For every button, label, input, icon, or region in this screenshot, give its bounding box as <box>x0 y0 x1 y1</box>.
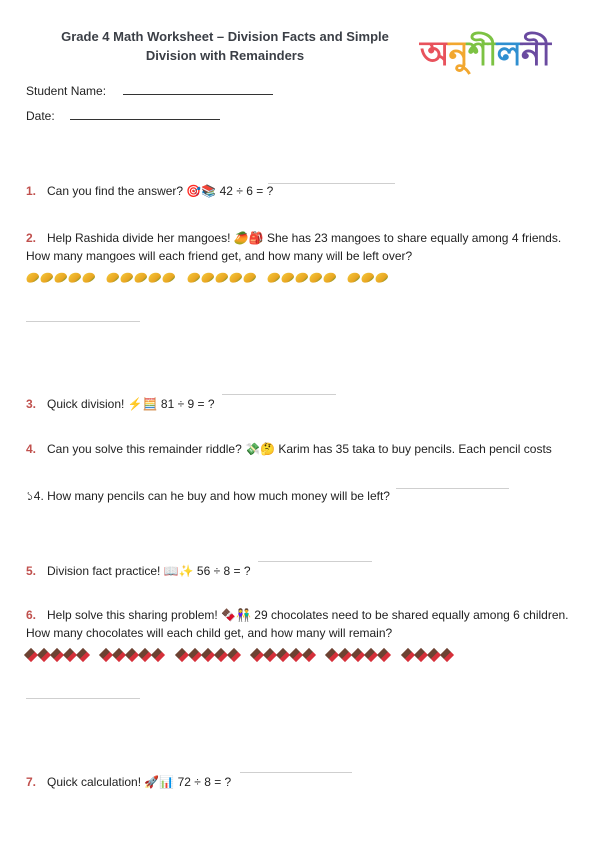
question-number: 5. <box>26 564 37 578</box>
mango-group <box>187 271 257 285</box>
mango-icon <box>199 271 215 285</box>
logo-char: অ <box>420 34 449 74</box>
question-text: Can you find the answer? 🎯📚 42 ÷ 6 = ? <box>47 184 274 198</box>
logo-char: নু <box>448 34 468 74</box>
question-2 <box>26 229 578 265</box>
answer-line-5[interactable] <box>258 561 372 562</box>
question-number: 7. <box>26 775 37 789</box>
question-7 <box>26 773 578 791</box>
mango-group <box>26 271 96 285</box>
question-text: Help Rashida divide her mangoes! 🥭🎒 She has 23 mangoes to share equally among 4 friends. How many mangoes will each friend get, and how many will be left over? <box>26 231 562 263</box>
question-text: Quick calculation! 🚀📊 72 ÷ 8 = ? <box>47 775 232 789</box>
chocolate-icon <box>414 648 428 662</box>
logo-char: শী <box>467 34 497 74</box>
chocolate-group <box>177 649 242 663</box>
mango-icon <box>360 271 376 285</box>
question-text: Quick division! ⚡🧮 81 ÷ 9 = ? <box>47 397 215 411</box>
chocolate-group <box>101 649 166 663</box>
answer-line-2[interactable] <box>26 321 140 322</box>
question-3 <box>26 395 578 413</box>
date-input-line[interactable] <box>70 118 220 120</box>
chocolate-group <box>26 649 91 663</box>
answer-line-1[interactable] <box>268 183 395 184</box>
chocolate-icon <box>201 648 215 662</box>
chocolate-group <box>252 649 317 663</box>
question-5 <box>26 562 578 580</box>
mango-visual-row <box>26 271 396 285</box>
mango-icon <box>147 271 163 285</box>
worksheet-title: Grade 4 Math Worksheet – Division Facts and Simple Division with Remainders <box>61 29 389 63</box>
mango-icon <box>185 271 201 285</box>
chocolate-visual-row <box>26 649 462 663</box>
question-number: 2. <box>26 231 37 245</box>
chocolate-icon <box>175 648 189 662</box>
question-4 <box>26 440 578 458</box>
question-number: 4. <box>26 442 37 456</box>
mango-icon <box>280 271 296 285</box>
mango-icon <box>53 271 69 285</box>
question-number: 1. <box>26 184 37 198</box>
mango-icon <box>322 271 338 285</box>
question-number: 3. <box>26 397 37 411</box>
question-6 <box>26 606 578 642</box>
student-name-label: Student Name: <box>26 84 107 98</box>
chocolate-icon <box>377 648 391 662</box>
student-name-field <box>26 84 273 98</box>
mango-icon <box>266 271 282 285</box>
chocolate-group <box>327 649 392 663</box>
mango-icon <box>133 271 149 285</box>
mango-group <box>347 271 389 285</box>
logo-char: ল <box>496 34 521 74</box>
mango-icon <box>67 271 83 285</box>
question-1 <box>26 182 578 200</box>
chocolate-icon <box>440 648 454 662</box>
question-text: Division fact practice! 📖✨ 56 ÷ 8 = ? <box>47 564 251 578</box>
question-text: Can you solve this remainder riddle? 💸🤔 Karim has 35 taka to buy pencils. Each pencil costs <box>47 442 552 456</box>
brand-logo <box>420 32 550 76</box>
chocolate-icon <box>227 648 241 662</box>
chocolate-icon <box>76 648 90 662</box>
question-4-continuation: ১4. How many pencils can he buy and how much money will be left? <box>26 489 390 503</box>
chocolate-icon <box>302 648 316 662</box>
answer-line-6[interactable] <box>26 698 140 699</box>
mango-group <box>106 271 176 285</box>
answer-line-4[interactable] <box>396 488 509 489</box>
student-name-input-line[interactable] <box>123 93 273 95</box>
chocolate-icon <box>427 648 441 662</box>
mango-group <box>267 271 337 285</box>
chocolate-icon <box>188 648 202 662</box>
date-field <box>26 109 220 123</box>
answer-line-7[interactable] <box>240 772 352 773</box>
mango-icon <box>105 271 121 285</box>
mango-icon <box>119 271 135 285</box>
mango-icon <box>241 271 257 285</box>
logo-char: নী <box>520 34 550 74</box>
question-number: 6. <box>26 608 37 622</box>
mango-icon <box>308 271 324 285</box>
mango-icon <box>227 271 243 285</box>
mango-icon <box>81 271 97 285</box>
chocolate-icon <box>214 648 228 662</box>
question-text: Help solve this sharing problem! 🍫👫 29 chocolates need to be shared equally among 6 children. How many chocolates will each child get, and how many will remain? <box>26 608 569 640</box>
answer-line-3[interactable] <box>222 394 336 395</box>
mango-icon <box>25 271 41 285</box>
mango-icon <box>161 271 177 285</box>
chocolate-icon <box>401 648 415 662</box>
mango-icon <box>346 271 362 285</box>
mango-icon <box>213 271 229 285</box>
chocolate-icon <box>151 648 165 662</box>
mango-icon <box>374 271 390 285</box>
date-label: Date: <box>26 109 55 123</box>
mango-icon <box>39 271 55 285</box>
chocolate-group <box>403 649 455 663</box>
mango-icon <box>294 271 310 285</box>
